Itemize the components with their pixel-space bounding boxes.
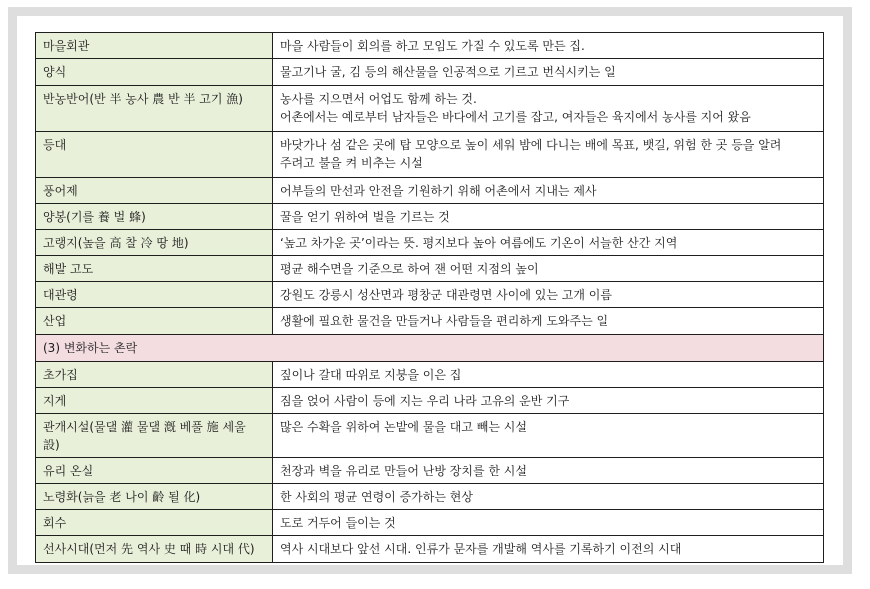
glossary-row [36, 282, 824, 308]
glossary-row [36, 458, 824, 484]
definition-cell [273, 230, 824, 256]
definition-cell [273, 458, 824, 484]
definition-cell [273, 484, 824, 510]
term-cell: 유리 온실 [36, 458, 273, 484]
term-cell: 지게 [36, 388, 273, 414]
glossary-row [36, 510, 824, 536]
term-cell: 선사시대(먼저 先 역사 史 때 時 시대 代) [36, 536, 273, 563]
definition-line: 강원도 강릉시 성산면과 평창군 대관령면 사이에 있는 고개 이름 [280, 288, 612, 302]
glossary-row [36, 230, 824, 256]
definition-cell [273, 510, 824, 536]
definition-line: 도로 거두어 들이는 것 [280, 516, 396, 530]
definition-cell [273, 388, 824, 414]
definition-cell [273, 536, 824, 563]
glossary-row [36, 414, 824, 458]
term-cell: 고랭지(높을 高 찰 冷 땅 地) [36, 230, 273, 256]
glossary-row [36, 536, 824, 563]
definition-cell [273, 362, 824, 388]
term-cell: 양봉(기를 養 벌 蜂) [36, 204, 273, 230]
term-cell: 풍어제 [36, 178, 273, 204]
glossary-row [36, 59, 824, 86]
definition-line: 어촌에서는 예로부터 남자들은 바다에서 고기를 잡고, 여자들은 육지에서 농사를 지어 왔음 [280, 110, 751, 124]
glossary-body [36, 33, 824, 563]
glossary-row [36, 132, 824, 178]
definition-line: 주려고 불을 켜 비추는 시설 [280, 156, 423, 170]
glossary-row [36, 362, 824, 388]
definition-cell [273, 204, 824, 230]
term-cell: 관개시설(물댈 灌 물댈 漑 베풀 施 세울 設) [36, 414, 273, 458]
term-cell: 대관령 [36, 282, 273, 308]
definition-line: 농사를 지으면서 어업도 함께 하는 것. [280, 92, 477, 106]
definition-line: 천장과 벽을 유리로 만들어 난방 장치를 한 시설 [280, 464, 527, 478]
definition-line: 물고기나 굴, 김 등의 해산물을 인공적으로 기르고 번식시키는 일 [280, 65, 616, 79]
definition-cell [273, 86, 824, 132]
glossary-row [36, 33, 824, 59]
term-cell: 산업 [36, 308, 273, 335]
glossary-row [36, 204, 824, 230]
glossary-table [35, 32, 824, 563]
glossary-row [36, 256, 824, 282]
glossary-row [36, 178, 824, 204]
term-cell: 반농반어(반 半 농사 農 반 半 고기 漁) [36, 86, 273, 132]
glossary-row [36, 308, 824, 335]
definition-line: 생활에 필요한 물건을 만들거나 사람들을 편리하게 도와주는 일 [280, 314, 609, 328]
definition-line: 역사 시대보다 앞선 시대. 인류가 문자를 개발해 역사를 기록하기 이전의 시대 [280, 542, 682, 556]
definition-cell [273, 256, 824, 282]
term-cell: 등대 [36, 132, 273, 178]
section-header-row [36, 335, 824, 362]
glossary-row [36, 484, 824, 510]
definition-line: 바닷가나 섬 같은 곳에 탑 모양으로 높이 세워 밤에 다니는 배에 목표, 뱃길, 위험 한 곳 등을 알려 [280, 138, 782, 152]
definition-line: 짐을 얹어 사람이 등에 지는 우리 나라 고유의 운반 기구 [280, 394, 570, 408]
definition-cell [273, 414, 824, 458]
definition-line: ‘높고 차가운 곳’이라는 뜻. 평지보다 높아 여름에도 기온이 서늘한 산간 지역 [280, 236, 678, 250]
definition-cell [273, 33, 824, 59]
section-title: (3) 변화하는 촌락 [36, 335, 824, 362]
definition-line: 짚이나 갈대 따위로 지붕을 이은 집 [280, 368, 462, 382]
definition-line: 꿀을 얻기 위하여 벌을 기르는 것 [280, 210, 450, 224]
definition-line: 마을 사람들이 회의를 하고 모임도 가질 수 있도록 만든 집. [280, 39, 585, 53]
glossary-row [36, 388, 824, 414]
definition-line: 많은 수확을 위하여 논밭에 물을 대고 빼는 시설 [280, 420, 527, 434]
term-cell: 초가집 [36, 362, 273, 388]
definition-line: 어부들의 만선과 안전을 기원하기 위해 어촌에서 지내는 제사 [280, 184, 597, 198]
term-cell: 회수 [36, 510, 273, 536]
definition-cell [273, 132, 824, 178]
definition-cell [273, 59, 824, 86]
term-cell: 노령화(늙을 老 나이 齡 될 化) [36, 484, 273, 510]
definition-cell [273, 308, 824, 335]
definition-cell [273, 178, 824, 204]
term-cell: 마을회관 [36, 33, 273, 59]
definition-line: 한 사회의 평균 연령이 증가하는 현상 [280, 490, 473, 504]
definition-line: 평균 해수면을 기준으로 하여 잰 어떤 지점의 높이 [280, 262, 539, 276]
term-cell: 양식 [36, 59, 273, 86]
glossary-row [36, 86, 824, 132]
term-cell: 해발 고도 [36, 256, 273, 282]
definition-cell [273, 282, 824, 308]
